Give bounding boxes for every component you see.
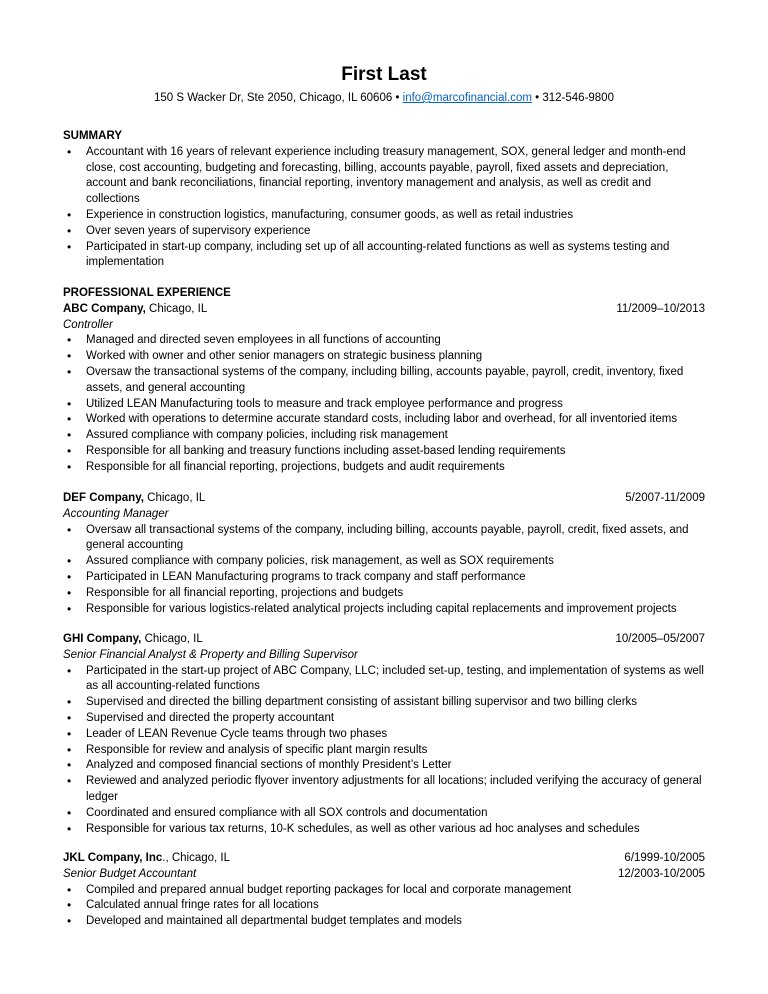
job-duty: • Coordinated and ensured compliance with all SOX controls and documentation — [63, 806, 705, 822]
job-duties-list — [63, 664, 705, 838]
contact-email-link[interactable]: info@marcofinancial.com — [402, 92, 532, 104]
job-duty: • Supervised and directed the billing department consisting of assistant billing supervisor and two billing clerks — [63, 695, 705, 711]
job-location: Chicago, IL — [143, 492, 206, 504]
job-duty: • Developed and maintained all departmental budget templates and models — [63, 914, 705, 930]
job-dates: 6/1999-10/2005 — [624, 852, 705, 864]
job-header — [63, 632, 705, 648]
job-company-line — [63, 492, 205, 504]
experience-heading: PROFESSIONAL EXPERIENCE — [63, 287, 231, 299]
job-duty: • Compiled and prepared annual budget reporting packages for local and corporate management — [63, 883, 705, 899]
contact-line — [0, 92, 768, 104]
job-duty: • Responsible for review and analysis of specific plant margin results — [63, 743, 705, 759]
contact-address: 150 S Wacker Dr, Ste 2050, Chicago, IL 60606 • — [154, 92, 400, 104]
job-duty: • Leader of LEAN Revenue Cycle teams through two phases — [63, 727, 705, 743]
job-duty: • Reviewed and analyzed periodic flyover inventory adjustments for all locations; included verifying the accuracy of general ledger — [63, 774, 705, 806]
summary-list — [63, 145, 705, 271]
job-duty: • Participated in LEAN Manufacturing programs to track company and staff performance — [63, 570, 705, 586]
job-duties-list — [63, 333, 705, 475]
job-duty: • Utilized LEAN Manufacturing tools to measure and track employee performance and progress — [63, 397, 705, 413]
job-header — [63, 851, 705, 867]
job-company: ABC Company, — [63, 302, 146, 315]
experience-section — [63, 286, 705, 476]
job-role: Accounting Manager — [63, 507, 169, 520]
job-block — [63, 851, 705, 930]
job-duty: • Worked with operations to determine accurate standard costs, including labor and overhead, for all inventoried items — [63, 412, 705, 428]
job-location: Chicago, IL — [141, 633, 203, 645]
job-dates: 11/2009–10/2013 — [616, 302, 705, 315]
job-duty: • Responsible for all financial reporting, projections, budgets and audit requirements — [63, 460, 705, 476]
job-role-dates: 12/2003-10/2005 — [618, 867, 705, 880]
summary-item: • Experience in construction logistics, manufacturing, consumer goods, as well as retail industries — [63, 208, 705, 224]
job-company: JKL Company, Inc — [63, 852, 163, 864]
job-company-line — [63, 852, 230, 864]
job-duty: • Oversaw the transactional systems of the company, including billing, accounts payable, payroll, credit, inventory, fixed assets, and general accounting — [63, 365, 705, 397]
job-company: DEF Company, — [63, 492, 144, 504]
summary-heading: SUMMARY — [63, 130, 122, 142]
job-company: GHI Company, — [63, 633, 142, 645]
job-block — [63, 491, 705, 617]
summary-section — [63, 129, 705, 271]
job-duty: • Assured compliance with company policies, risk management, as well as SOX requirements — [63, 554, 705, 570]
job-role: Controller — [63, 318, 113, 331]
job-duty: • Responsible for all banking and treasury functions including asset-based lending requirements — [63, 444, 705, 460]
job-duty: • Responsible for various tax returns, 10-K schedules, as well as other various ad hoc analyses and schedules — [63, 822, 705, 838]
job-duty: • Worked with owner and other senior managers on strategic business planning — [63, 349, 705, 365]
job-role-row — [63, 867, 705, 883]
job-dates: 5/2007-11/2009 — [625, 492, 705, 504]
job-duty: • Responsible for various logistics-related analytical projects including capital replacements and improvement projects — [63, 602, 705, 618]
job-duty: • Managed and directed seven employees in all functions of accounting — [63, 333, 705, 349]
job-company-line — [63, 633, 203, 645]
job-duties-list — [63, 883, 705, 930]
job-duties-list — [63, 523, 705, 618]
job-company-line — [63, 303, 207, 315]
job-header — [63, 302, 705, 318]
job-duty: • Oversaw all transactional systems of the company, including billing, accounts payable, payroll, credit, fixed assets, and general accounting — [63, 523, 705, 555]
job-header — [63, 491, 705, 507]
job-duty: • Calculated annual fringe rates for all locations — [63, 898, 705, 914]
job-duty: • Assured compliance with company policies, including risk management — [63, 428, 705, 444]
job-location: ., Chicago, IL — [162, 852, 231, 864]
summary-item: • Accountant with 16 years of relevant experience including treasury management, SOX, general ledger and month-end close, cost accounting, budgeting and forecasting, billing, accounts payable, payroll, fixed assets and depreciation, account and bank reconciliations, financial reporting, inventory management and analysis, as well as credit and collections — [63, 145, 705, 208]
contact-phone: • 312-546-9800 — [535, 92, 614, 104]
candidate-name: First Last — [341, 64, 427, 85]
job-block — [63, 632, 705, 837]
summary-item: • Over seven years of supervisory experience — [63, 224, 705, 240]
job-duty: • Analyzed and composed financial sections of monthly President’s Letter — [63, 758, 705, 774]
job-location: Chicago, IL — [145, 302, 208, 315]
job-role: Senior Financial Analyst & Property and Billing Supervisor — [63, 648, 358, 661]
job-duty: • Supervised and directed the property accountant — [63, 711, 705, 727]
summary-item: • Participated in start-up company, including set up of all accounting-related functions as well as systems testing and implementation — [63, 240, 705, 272]
job-role: Senior Budget Accountant — [63, 867, 197, 880]
job-duty: • Responsible for all financial reporting, projections and budgets — [63, 586, 705, 602]
job-duty: • Participated in the start-up project of ABC Company, LLC; included set-up, testing, and implementation of systems as well as all accounting-related functions — [63, 664, 705, 696]
job-dates: 10/2005–05/2007 — [615, 633, 705, 645]
